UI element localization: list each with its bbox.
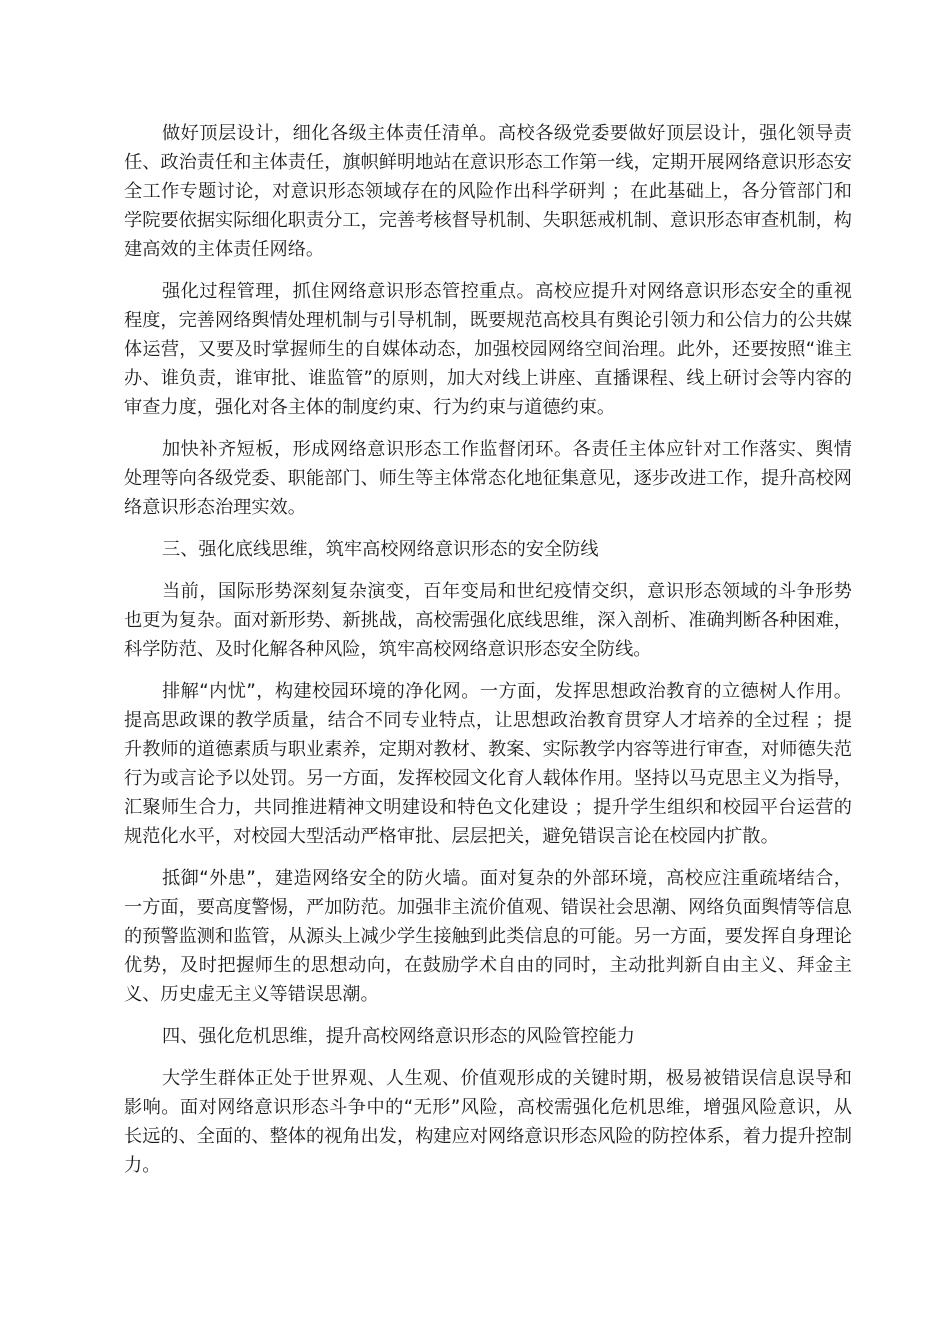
paragraph-crisis-thinking: 大学生群体正处于世界观、人生观、价值观形成的关键时期，极易被错误信息误导和影响。面对网络意识形态斗争中的“无形”风险，高校需强化危机思维，增强风险意识，从长远的、全面的、整体的视角出发，构建应对网络意识形态风险的防控体系，着力提升控制力。 <box>124 1068 852 1176</box>
section-heading-three: 三、强化底线思维，筑牢高校网络意识形态的安全防线 <box>162 539 599 560</box>
paragraph-top-level-design: 做好顶层设计，细化各级主体责任清单。高校各级党委要做好顶层设计，强化领导责任、政治责任和主体责任，旗帜鲜明地站在意识形态工作第一线，定期开展网络意识形态安全工作专题讨论，对意识形态领域存在的风险作出科学研判 ；在此基础上，各分管部门和学院要依据实际细化职责分工，完善考核督导机制、失职惩戒机制、意识形态审查机制，构建高效的主体责任网络。 <box>124 123 852 260</box>
paragraph-external-threats: 抵御“外患”，建造网络安全的防火墙。面对复杂的外部环境，高校应注重疏堵结合，一方面，要高度警惕，严加防范。加强非主流价值观、错误社会思潮、网络负面舆情等信息的预警监测和监管，从源头上减少学生接触到此类信息的可能。另一方面，要发挥自身理论优势，及时把握师生的思想动向，在鼓励学术自由的同时，主动批判新自由主义、拜金主义、历史虚无主义等错误思潮。 <box>124 868 852 1005</box>
paragraph-supervision-loop: 加快补齐短板，形成网络意识形态工作监督闭环。各责任主体应针对工作落实、舆情处理等向各级党委、职能部门、师生等主体常态化地征集意见，逐步改进工作，提升高校网络意识形态治理实效。 <box>124 439 852 518</box>
document-body <box>124 119 852 1193</box>
paragraph-bottom-line-intro: 当前，国际形势深刻复杂演变，百年变局和世纪疫情交织，意识形态领域的斗争形势也更为复杂。面对新形势、新挑战，高校需强化底线思维，深入剖析、准确判断各种困难，科学防范、及时化解各种风险，筑牢高校网络意识形态安全防线。 <box>124 581 852 660</box>
paragraph-internal-concerns: 排解“内忧”，构建校园环境的净化网。一方面，发挥思想政治教育的立德树人作用。提高思政课的教学质量，结合不同专业特点，让思想政治教育贯穿人才培养的全过程 ；提升教师的道德素质与职业素养，定期对教材、教案、实际教学内容等进行审查，对师德失范行为或言论予以处罚。另一方面，发挥校园文化育人载体作用。坚持以马克思主义为指导，汇聚师生合力，共同推进精神文明建设和特色文化建设 ；提升学生组织和校园平台运营的规范化水平，对校园大型活动严格审批、层层把关，避免错误言论在校园内扩散。 <box>124 681 852 847</box>
paragraph-process-management: 强化过程管理，抓住网络意识形态管控重点。高校应提升对网络意识形态安全的重视程度，完善网络舆情处理机制与引导机制，既要规范高校具有舆论引领力和公信力的公共媒体运营，又要及时掌握师生的自媒体动态，加强校园网络空间治理。此外，还要按照“谁主办、谁负责，谁审批、谁监管”的原则，加大对线上讲座、直播课程、线上研讨会等内容的审查力度，强化对各主体的制度约束、行为约束与道德约束。 <box>124 281 852 418</box>
section-heading-four: 四、强化危机思维，提升高校网络意识形态的风险管控能力 <box>162 1026 635 1047</box>
